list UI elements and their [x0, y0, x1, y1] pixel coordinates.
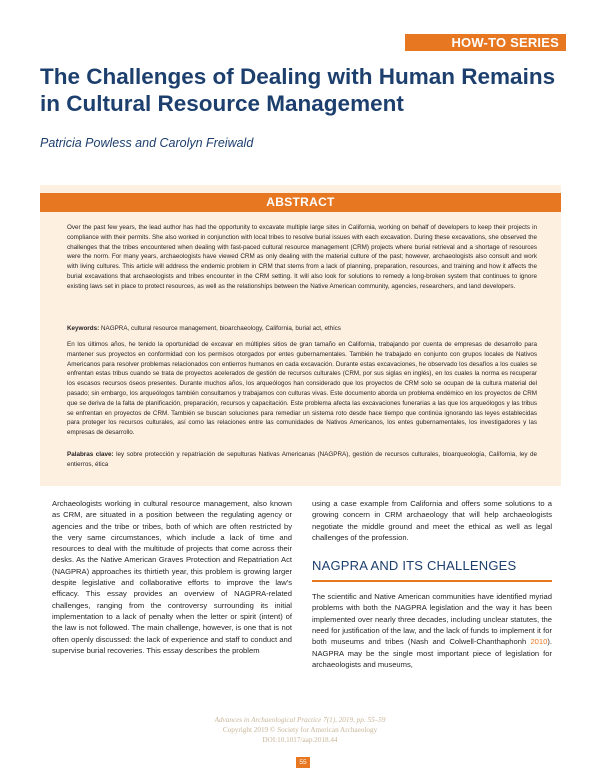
keywords-label: Keywords: [67, 325, 100, 332]
palabras-label: Palabras clave: [67, 451, 114, 458]
abstract-heading: ABSTRACT [40, 193, 561, 212]
article-title: The Challenges of Dealing with Human Remains in Cultural Resource Management [40, 64, 556, 116]
abstract-spanish: En los últimos años, he tenido la oportunidad de excavar en múltiples sitios de gran tamaño en California, trabajando por cuenta de empresas de desarrollo para mantener sus proyectos en conformidad con los permisos otorgados por entes gubernamentales. También he trabajado en conjunto con grupos locales de Nativos Americanos para resolver problemas relacionados con entierros humanos en cada excavación. Durante estas excavaciones, he observado los desafíos a los cuales se enfrentan estas tribus cuando se trata de proyectos acelerados de gestión de recursos culturales (CRM, por sus siglas en inglés), en los cuales la norma es recuperar los escasos recursos óseos presentes. Durante muchos años, los arqueólogos han considerado que los proyectos de CRM solo se ocupan de la cultura material del pasado; sin embargo, los arqueólogos también consultamos y trabajamos con culturas vivas. Este documento aborda un problema endémico en los proyectos de CRM que se deriva de la falta de planificación, preparación, recursos y capacitación. Este problema afecta las excavaciones funerarias a las que los arqueólogos y las tribus se enfrentan en proyectos de CRM. También se buscan soluciones para remediar un sistema roto desde hace tiempo que continúa ignorando las leyes establecidas para proteger los recursos culturales, así como las relaciones entre las comunidades de Nativos Americanos, los entes gubernamentales, los investigadores y las empresas de desarrollo. [67, 341, 537, 437]
paragraph-text: ). NAGPRA may be the single most important piece of legislation for archaeologists and museums, [312, 637, 552, 669]
body-column-left [52, 498, 292, 656]
body-paragraph: Archaeologists working in cultural resource management, also known as CRM, are situated in a position between the regulating agency or agencies and the tribe or tribes, both of which are often restricted by the very same circumstances, which include a lack of time and resources to deal with the multitude of projects that come across their desks. As the Native American Graves Protection and Repatriation Act (NAGPRA) approaches its thirtieth year, this problem is growing larger despite legislative and collaborative efforts to improve the law's efficacy. This essay provides an overview of NAGPRA-related challenges, ranging from the controversy surrounding its initial implementation to a lack of penalty when the letter or spirit (intent) of the law is not followed. The main challenge, however, is one that is not often openly discussed: the lack of experience and staff to conduct and supervise burial recoveries. This essay describes the problem [52, 499, 292, 655]
citation-link[interactable]: 2010 [530, 637, 548, 647]
paragraph-text: The scientific and Native American communities have identified myriad problems with both the NAGPRA legislation and the way it has been implemented over nearly three decades, including unclear statutes, the need for justification of the law, and the lack of funds to implement it for both museums and tribes (Nash and Colwell-Chanthaphonh [312, 592, 552, 647]
abstract-palabras-clave [67, 450, 537, 470]
abstract-box [40, 185, 561, 486]
page-number: 55 [296, 757, 310, 768]
footer-doi[interactable]: DOI:10.1017/aap.2018.44 [262, 736, 338, 744]
section-divider [312, 580, 552, 582]
body-paragraph: using a case example from California and offers some solutions to a growing concern in CRM archaeology that will help archaeologists negotiate the middle ground and meet the ethical as well as legal challenges of the profession. [312, 499, 552, 542]
series-label: HOW-TO SERIES [405, 34, 566, 51]
abstract-english: Over the past few years, the lead author has had the opportunity to excavate multiple large sites in California, working on behalf of developers to keep their projects in compliance with their permits. She also worked in conjunction with local tribes to resolve burial issues with each excavation. During these excavations, she observed the challenges that the tribes encountered when dealing with fast-paced cultural resource management (CRM) projects where burial retrieval and a shortage of resources were the norm. For many years, archaeologists have viewed CRM as only dealing with the material culture of the past; however, archaeologists also consult and work with living cultures. This article will address the endemic problem in CRM that stems from a lack of planning, preparation, resources, and training and how it affects the burial excavations that archaeologists and tribes encounter in the CRM setting. It will also look for solutions to remedy a long-broken system that continues to ignore existing laws set in place to protect resources, as well as the relationships between the Native American community, agencies, researchers, and land developers. [67, 224, 537, 290]
body-column-right [312, 498, 552, 670]
abstract-keywords [67, 324, 537, 334]
body-paragraph [312, 591, 552, 670]
section-heading: NAGPRA AND ITS CHALLENGES [312, 558, 517, 574]
journal-citation: Advances in Archaeological Practice 7(1), 2019, pp. 55–59 [214, 716, 386, 724]
authors: Patricia Powless and Carolyn Freiwald [40, 136, 254, 150]
footer-copyright: Copyright 2019 © Society for American Archaeology [222, 726, 378, 734]
keywords-text: NAGPRA, cultural resource management, bioarchaeology, California, burial act, ethics [100, 325, 341, 332]
footer-journal [0, 715, 600, 726]
palabras-text: ley sobre protección y repatriación de sepulturas Nativas Americanas (NAGPRA), gestión de recursos culturales, bioarqueología, California, ley de entierros, ética [67, 451, 538, 468]
